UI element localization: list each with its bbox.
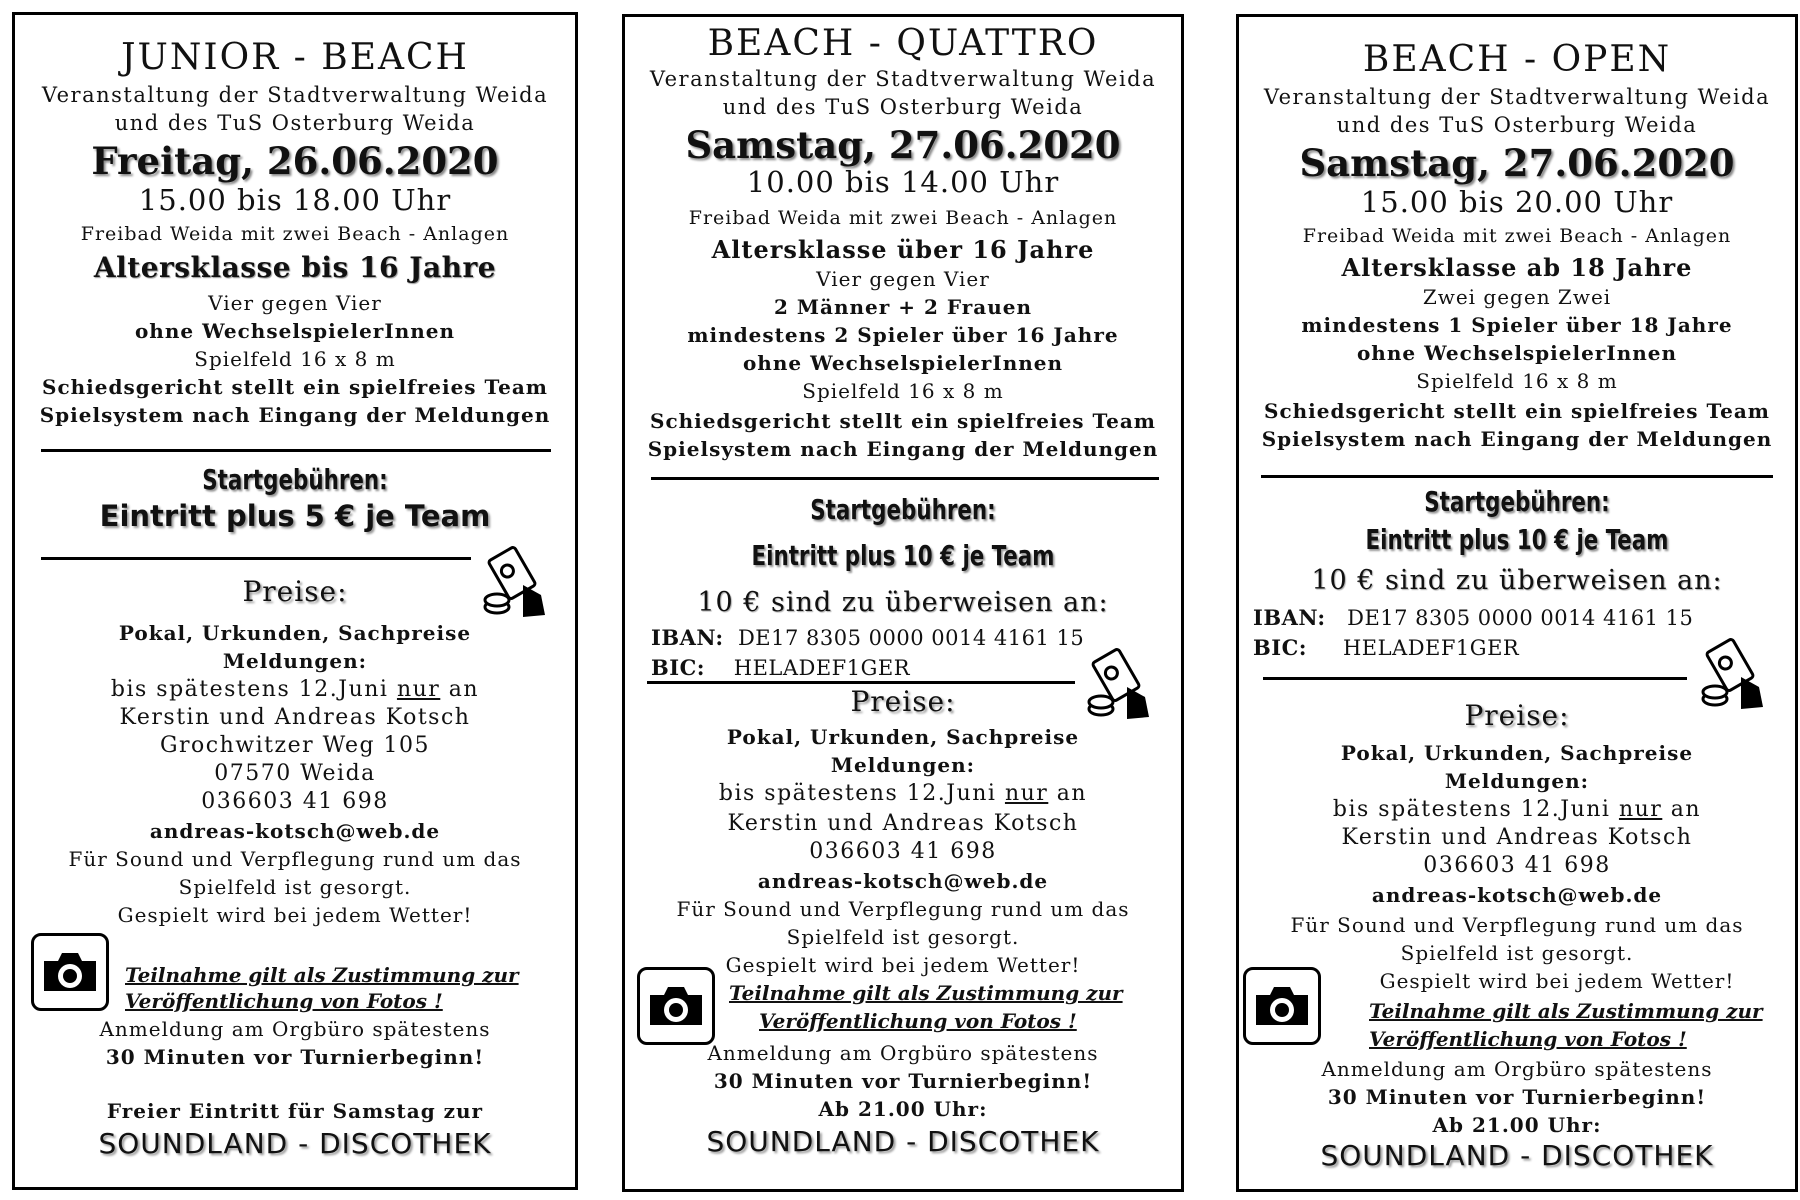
event-time: 10.00 bis 14.00 Uhr: [746, 165, 1060, 199]
camera-icon: [1243, 967, 1321, 1045]
event-time: 15.00 bis 20.00 Uhr: [1360, 185, 1674, 219]
extra-note: Ab 21.00 Uhr:: [1432, 1113, 1602, 1137]
checkin-line-2: 30 Minuten vor Turnierbeginn!: [1327, 1085, 1707, 1109]
weather-note: Gespielt wird bei jedem Wetter!: [1379, 969, 1735, 993]
contact-city: 07570 Weida: [214, 761, 376, 786]
registration-deadline: bis spätestens 12.Juni nur an: [110, 677, 480, 702]
field-size: Spielfeld 16 x 8 m: [1416, 369, 1618, 393]
sound-line-2: Spielfeld ist gesorgt.: [1400, 941, 1634, 965]
sound-line-1: Für Sound und Verpflegung rund um das: [676, 897, 1130, 921]
checkin-line-1: Anmeldung am Orgbüro spätestens: [1321, 1057, 1713, 1081]
contact-phone: 036603 41 698: [809, 839, 997, 864]
fee-heading: Startgebühren:: [810, 493, 996, 526]
transfer-note: 10 € sind zu überweisen an:: [1311, 565, 1723, 596]
camera-icon: [637, 967, 715, 1045]
bic-row: BIC: HELADEF1GER: [651, 655, 911, 680]
checkin-line-1: Anmeldung am Orgbüro spätestens: [99, 1017, 491, 1041]
registration-deadline: bis spätestens 12.Juni nur an: [1332, 797, 1702, 822]
game-system: Spielsystem nach Eingang der Meldungen: [1261, 427, 1773, 451]
iban-row: IBAN: DE17 8305 0000 0014 4161 15: [651, 625, 1085, 650]
substitutes-rule: ohne WechselspielerInnen: [134, 319, 456, 343]
team-mix: 2 Männer + 2 Frauen: [773, 295, 1033, 319]
registration-heading: Meldungen:: [222, 649, 368, 673]
event-location: Freibad Weida mit zwei Beach - Anlagen: [688, 207, 1118, 229]
sound-line-2: Spielfeld ist gesorgt.: [786, 925, 1020, 949]
fee-heading: Startgebühren:: [202, 463, 388, 496]
minimum-players: mindestens 2 Spieler über 16 Jahre: [687, 323, 1119, 347]
event-date: Samstag, 27.06.2020: [685, 123, 1121, 167]
event-date: Freitag, 26.06.2020: [91, 139, 499, 183]
age-class: Altersklasse ab 18 Jahre: [1341, 253, 1693, 282]
organizer-line-2: und des TuS Osterburg Weida: [722, 95, 1084, 119]
sound-line-1: Für Sound und Verpflegung rund um das: [68, 847, 522, 871]
photo-consent-1: Teilnahme gilt als Zustimmung zur: [125, 963, 519, 987]
divider: [41, 449, 551, 452]
divider: [647, 681, 1075, 684]
bic-row: BIC: HELADEF1GER: [1253, 635, 1520, 660]
photo-consent-1: Teilnahme gilt als Zustimmung zur: [729, 981, 1123, 1005]
registration-heading: Meldungen:: [830, 753, 976, 777]
fee-amount: Eintritt plus 10 € je Team: [751, 539, 1055, 572]
organizer-line-2: und des TuS Osterburg Weida: [1336, 113, 1698, 137]
prizes-list: Pokal, Urkunden, Sachpreise: [1340, 741, 1694, 765]
weather-note: Gespielt wird bei jedem Wetter!: [117, 903, 473, 927]
flyer-junior-beach: [12, 12, 578, 1190]
fee-heading: Startgebühren:: [1424, 485, 1610, 518]
divider: [651, 477, 1159, 480]
event-location: Freibad Weida mit zwei Beach - Anlagen: [80, 223, 510, 245]
prizes-heading: Preise:: [242, 575, 348, 608]
event-location: Freibad Weida mit zwei Beach - Anlagen: [1302, 225, 1732, 247]
checkin-line-2: 30 Minuten vor Turnierbeginn!: [713, 1069, 1093, 1093]
divider: [1263, 677, 1687, 680]
photo-consent-2: Veröffentlichung von Fotos !: [125, 989, 443, 1013]
prizes-list: Pokal, Urkunden, Sachpreise: [118, 621, 472, 645]
organizer-line-1: Veranstaltung der Stadtverwaltung Weida: [41, 83, 549, 107]
transfer-note: 10 € sind zu überweisen an:: [697, 587, 1109, 618]
field-size: Spielfeld 16 x 8 m: [194, 347, 396, 371]
referee-rule: Schiedsgericht stellt ein spielfreies Team: [1264, 399, 1770, 423]
checkin-line-1: Anmeldung am Orgbüro spätestens: [707, 1041, 1099, 1065]
photo-consent-2: Veröffentlichung von Fotos !: [759, 1009, 1077, 1033]
contact-email: andreas-kotsch@web.de: [149, 819, 441, 843]
checkin-line-2: 30 Minuten vor Turnierbeginn!: [105, 1045, 485, 1069]
contact-phone: 036603 41 698: [1423, 853, 1611, 878]
iban-row: IBAN: DE17 8305 0000 0014 4161 15: [1253, 605, 1694, 630]
flyer-title: JUNIOR - BEACH: [121, 37, 469, 78]
team-format: Vier gegen Vier: [816, 267, 990, 291]
organizer-line-1: Veranstaltung der Stadtverwaltung Weida: [1263, 85, 1771, 109]
contact-email: andreas-kotsch@web.de: [757, 869, 1049, 893]
flyer-beach-open: [1236, 14, 1798, 1192]
flyer-title: BEACH - OPEN: [1362, 39, 1672, 80]
extra-note: Freier Eintritt für Samstag zur: [106, 1099, 484, 1123]
prizes-heading: Preise:: [1464, 699, 1570, 732]
minimum-players: mindestens 1 Spieler über 18 Jahre: [1301, 313, 1733, 337]
sound-line-2: Spielfeld ist gesorgt.: [178, 875, 412, 899]
referee-rule: Schiedsgericht stellt ein spielfreies Team: [650, 409, 1156, 433]
contact-street: Grochwitzer Weg 105: [159, 733, 431, 758]
camera-icon: [31, 933, 109, 1011]
weather-note: Gespielt wird bei jedem Wetter!: [725, 953, 1081, 977]
event-time: 15.00 bis 18.00 Uhr: [138, 183, 452, 217]
photo-consent-1: Teilnahme gilt als Zustimmung zur: [1369, 999, 1763, 1023]
prizes-heading: Preise:: [850, 685, 956, 718]
registration-heading: Meldungen:: [1444, 769, 1590, 793]
game-system: Spielsystem nach Eingang der Meldungen: [39, 403, 551, 427]
prizes-list: Pokal, Urkunden, Sachpreise: [726, 725, 1080, 749]
organizer-line-2: und des TuS Osterburg Weida: [114, 111, 476, 135]
divider: [1261, 475, 1773, 478]
event-date: Samstag, 27.06.2020: [1299, 141, 1735, 185]
organizer-line-1: Veranstaltung der Stadtverwaltung Weida: [649, 67, 1157, 91]
contact-name: Kerstin und Andreas Kotsch: [727, 811, 1079, 836]
disco-name: SOUNDLAND - DISCOTHEK: [1320, 1139, 1714, 1172]
photo-consent-2: Veröffentlichung von Fotos !: [1369, 1027, 1687, 1051]
game-system: Spielsystem nach Eingang der Meldungen: [647, 437, 1159, 461]
field-size: Spielfeld 16 x 8 m: [802, 379, 1004, 403]
age-class: Altersklasse bis 16 Jahre: [93, 251, 497, 284]
sound-line-1: Für Sound und Verpflegung rund um das: [1290, 913, 1744, 937]
flyer-title: BEACH - QUATTRO: [707, 23, 1099, 64]
team-format: Vier gegen Vier: [208, 291, 382, 315]
substitutes-rule: ohne WechselspielerInnen: [742, 351, 1064, 375]
registration-deadline: bis spätestens 12.Juni nur an: [718, 781, 1088, 806]
contact-name: Kerstin und Andreas Kotsch: [1341, 825, 1693, 850]
team-format: Zwei gegen Zwei: [1422, 285, 1612, 309]
contact-name: Kerstin und Andreas Kotsch: [119, 705, 471, 730]
divider: [41, 557, 471, 560]
disco-name: SOUNDLAND - DISCOTHEK: [706, 1125, 1100, 1158]
fee-amount: Eintritt plus 5 € je Team: [99, 499, 491, 533]
substitutes-rule: ohne WechselspielerInnen: [1356, 341, 1678, 365]
fee-amount: Eintritt plus 10 € je Team: [1365, 523, 1669, 556]
age-class: Altersklasse über 16 Jahre: [711, 235, 1095, 264]
extra-note: Ab 21.00 Uhr:: [818, 1097, 988, 1121]
contact-email: andreas-kotsch@web.de: [1371, 883, 1663, 907]
contact-phone: 036603 41 698: [201, 789, 389, 814]
disco-name: SOUNDLAND - DISCOTHEK: [98, 1127, 492, 1160]
referee-rule: Schiedsgericht stellt ein spielfreies Team: [42, 375, 548, 399]
flyer-beach-quattro: [622, 14, 1184, 1192]
